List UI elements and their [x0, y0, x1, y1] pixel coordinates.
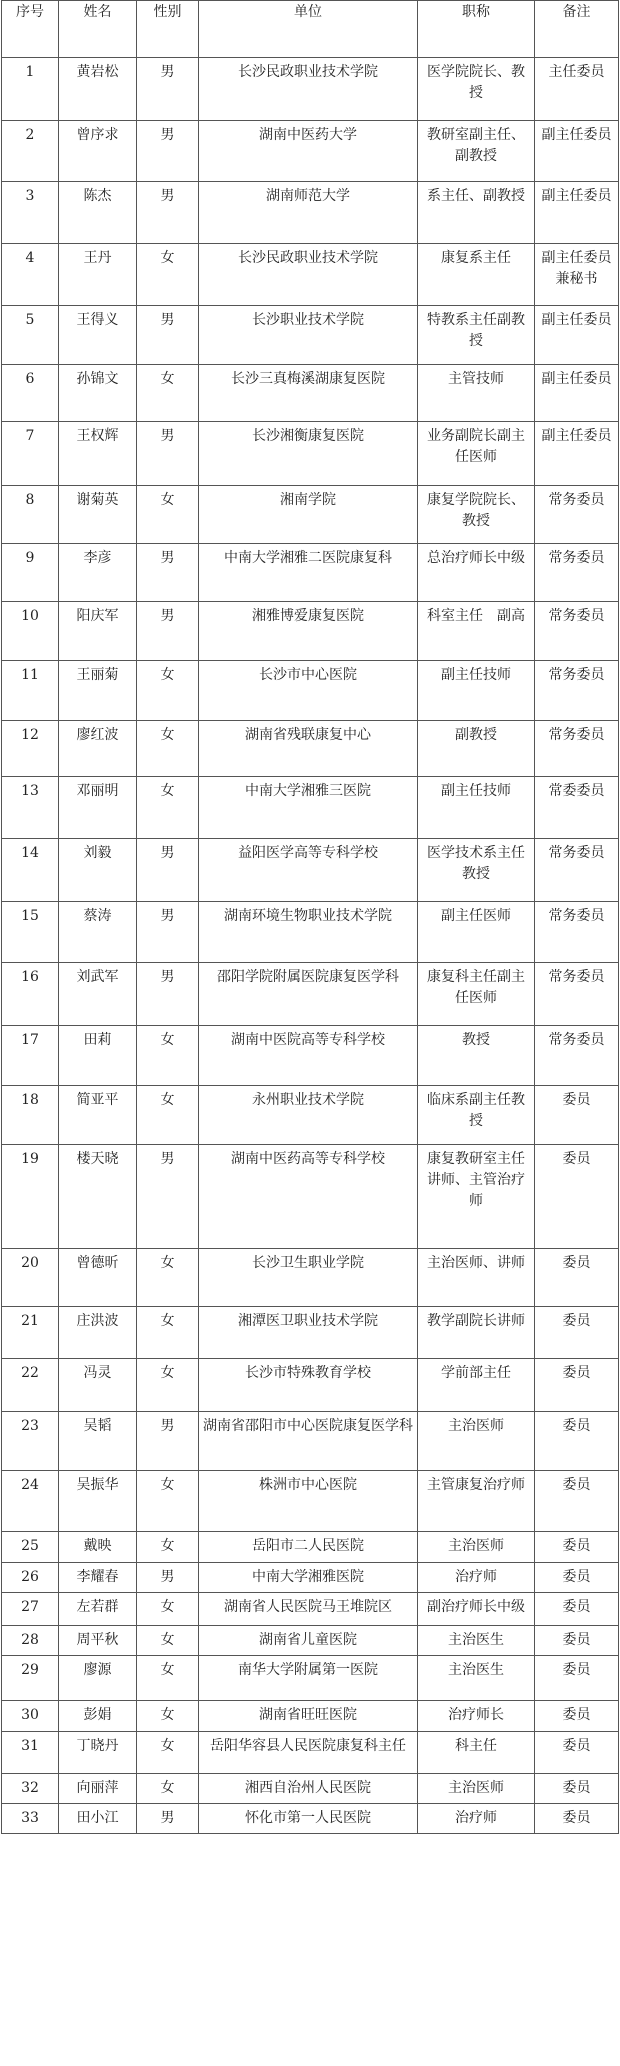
row-index: 17 — [2, 1026, 59, 1086]
row-gender: 女 — [137, 1249, 199, 1307]
row-unit: 长沙民政职业技术学院 — [199, 58, 418, 121]
row-remark: 委员 — [535, 1774, 619, 1804]
row-name: 黄岩松 — [59, 58, 137, 121]
row-remark: 委员 — [535, 1412, 619, 1471]
row-index: 24 — [2, 1471, 59, 1532]
row-name: 向丽萍 — [59, 1774, 137, 1804]
row-unit: 长沙市中心医院 — [199, 661, 418, 721]
row-remark: 副主任委员 — [535, 182, 619, 244]
row-gender: 男 — [137, 182, 199, 244]
row-title: 主治医师 — [418, 1532, 535, 1563]
row-name: 简亚平 — [59, 1086, 137, 1145]
header-row — [2, 1, 619, 58]
row-remark: 副主任委员 — [535, 306, 619, 365]
row-name: 廖红波 — [59, 721, 137, 777]
row-title: 科主任 — [418, 1732, 535, 1774]
table-row — [2, 839, 619, 902]
row-gender: 女 — [137, 1701, 199, 1732]
row-gender: 女 — [137, 1026, 199, 1086]
row-index: 12 — [2, 721, 59, 777]
row-unit: 湘潭医卫职业技术学院 — [199, 1307, 418, 1359]
row-gender: 女 — [137, 1086, 199, 1145]
row-unit: 长沙民政职业技术学院 — [199, 244, 418, 306]
row-remark: 副主任委员 — [535, 422, 619, 486]
row-name: 王得义 — [59, 306, 137, 365]
row-unit: 湖南省人民医院马王堆院区 — [199, 1593, 418, 1626]
table-row — [2, 1026, 619, 1086]
row-remark: 委员 — [535, 1804, 619, 1834]
table-row — [2, 1563, 619, 1593]
row-gender: 女 — [137, 1359, 199, 1412]
row-index: 31 — [2, 1732, 59, 1774]
row-gender: 男 — [137, 839, 199, 902]
row-index: 32 — [2, 1774, 59, 1804]
row-remark: 委员 — [535, 1626, 619, 1656]
row-title: 治疗师 — [418, 1804, 535, 1834]
row-name: 吴韬 — [59, 1412, 137, 1471]
table-row — [2, 244, 619, 306]
row-name: 李彦 — [59, 544, 137, 602]
row-name: 曾序求 — [59, 121, 137, 182]
row-name: 周平秋 — [59, 1626, 137, 1656]
table-row — [2, 1626, 619, 1656]
member-table — [1, 0, 619, 1834]
table-row — [2, 777, 619, 839]
row-name: 邓丽明 — [59, 777, 137, 839]
table-row — [2, 902, 619, 963]
row-gender: 男 — [137, 902, 199, 963]
row-name: 田小江 — [59, 1804, 137, 1834]
row-gender: 男 — [137, 1412, 199, 1471]
row-unit: 湘南学院 — [199, 486, 418, 544]
row-unit: 长沙职业技术学院 — [199, 306, 418, 365]
row-title: 副主任技师 — [418, 661, 535, 721]
row-unit: 长沙卫生职业学院 — [199, 1249, 418, 1307]
table-row — [2, 1732, 619, 1774]
row-remark: 常委委员 — [535, 777, 619, 839]
row-unit: 湖南省儿童医院 — [199, 1626, 418, 1656]
row-gender: 男 — [137, 1563, 199, 1593]
row-index: 13 — [2, 777, 59, 839]
row-index: 15 — [2, 902, 59, 963]
row-unit: 湖南师范大学 — [199, 182, 418, 244]
row-name: 庄洪波 — [59, 1307, 137, 1359]
row-title: 副教授 — [418, 721, 535, 777]
row-index: 21 — [2, 1307, 59, 1359]
row-name: 王丽菊 — [59, 661, 137, 721]
table-row — [2, 422, 619, 486]
row-gender: 女 — [137, 1656, 199, 1701]
row-name: 陈杰 — [59, 182, 137, 244]
row-index: 10 — [2, 602, 59, 661]
row-gender: 女 — [137, 244, 199, 306]
row-unit: 湖南省邵阳市中心医院康复医学科 — [199, 1412, 418, 1471]
table-row — [2, 721, 619, 777]
row-gender: 女 — [137, 1774, 199, 1804]
row-index: 11 — [2, 661, 59, 721]
row-index: 20 — [2, 1249, 59, 1307]
row-title: 主治医师 — [418, 1774, 535, 1804]
row-index: 30 — [2, 1701, 59, 1732]
row-gender: 男 — [137, 963, 199, 1026]
row-gender: 男 — [137, 544, 199, 602]
row-gender: 男 — [137, 422, 199, 486]
row-index: 1 — [2, 58, 59, 121]
row-remark: 委员 — [535, 1359, 619, 1412]
row-remark: 委员 — [535, 1307, 619, 1359]
row-index: 28 — [2, 1626, 59, 1656]
table-row — [2, 1593, 619, 1626]
row-remark: 常务委员 — [535, 661, 619, 721]
header-gender: 性别 — [137, 1, 199, 58]
row-unit: 中南大学湘雅三医院 — [199, 777, 418, 839]
row-gender: 男 — [137, 602, 199, 661]
row-index: 16 — [2, 963, 59, 1026]
row-title: 临床系副主任教授 — [418, 1086, 535, 1145]
header-name: 姓名 — [59, 1, 137, 58]
row-index: 2 — [2, 121, 59, 182]
row-name: 刘武军 — [59, 963, 137, 1026]
row-gender: 男 — [137, 121, 199, 182]
row-remark: 常务委员 — [535, 721, 619, 777]
row-remark: 委员 — [535, 1563, 619, 1593]
table-row — [2, 306, 619, 365]
row-name: 冯灵 — [59, 1359, 137, 1412]
row-index: 19 — [2, 1145, 59, 1249]
row-gender: 女 — [137, 721, 199, 777]
row-title: 业务副院长副主任医师 — [418, 422, 535, 486]
table-row — [2, 661, 619, 721]
row-index: 6 — [2, 365, 59, 422]
row-index: 22 — [2, 1359, 59, 1412]
row-name: 阳庆军 — [59, 602, 137, 661]
row-name: 丁晓丹 — [59, 1732, 137, 1774]
table-row — [2, 486, 619, 544]
row-unit: 湘西自治州人民医院 — [199, 1774, 418, 1804]
row-unit: 长沙三真梅溪湖康复医院 — [199, 365, 418, 422]
row-gender: 男 — [137, 1145, 199, 1249]
row-name: 曾德昕 — [59, 1249, 137, 1307]
table-row — [2, 1471, 619, 1532]
row-title: 康复系主任 — [418, 244, 535, 306]
row-unit: 湖南环境生物职业技术学院 — [199, 902, 418, 963]
row-remark: 委员 — [535, 1732, 619, 1774]
row-title: 特教系主任副教授 — [418, 306, 535, 365]
row-name: 廖源 — [59, 1656, 137, 1701]
row-index: 29 — [2, 1656, 59, 1701]
row-name: 刘毅 — [59, 839, 137, 902]
row-title: 科室主任 副高 — [418, 602, 535, 661]
header-remark: 备注 — [535, 1, 619, 58]
row-index: 25 — [2, 1532, 59, 1563]
row-unit: 株洲市中心医院 — [199, 1471, 418, 1532]
row-gender: 女 — [137, 661, 199, 721]
row-title: 教学副院长讲师 — [418, 1307, 535, 1359]
row-title: 副治疗师长中级 — [418, 1593, 535, 1626]
row-unit: 湖南省残联康复中心 — [199, 721, 418, 777]
row-name: 蔡涛 — [59, 902, 137, 963]
header-index: 序号 — [2, 1, 59, 58]
row-gender: 女 — [137, 1532, 199, 1563]
row-title: 医学院院长、教授 — [418, 58, 535, 121]
row-gender: 女 — [137, 1471, 199, 1532]
row-gender: 女 — [137, 365, 199, 422]
row-index: 5 — [2, 306, 59, 365]
table-row — [2, 1359, 619, 1412]
row-gender: 女 — [137, 1626, 199, 1656]
row-index: 7 — [2, 422, 59, 486]
row-remark: 常务委员 — [535, 902, 619, 963]
table-row — [2, 1774, 619, 1804]
row-unit: 湖南中医药大学 — [199, 121, 418, 182]
row-name: 谢菊英 — [59, 486, 137, 544]
table-row — [2, 1701, 619, 1732]
row-unit: 中南大学湘雅二医院康复科 — [199, 544, 418, 602]
table-row — [2, 1086, 619, 1145]
table-row — [2, 1412, 619, 1471]
table-row — [2, 544, 619, 602]
row-title: 教研室副主任、副教授 — [418, 121, 535, 182]
row-index: 27 — [2, 1593, 59, 1626]
row-remark: 委员 — [535, 1249, 619, 1307]
row-unit: 岳阳市二人民医院 — [199, 1532, 418, 1563]
row-unit: 永州职业技术学院 — [199, 1086, 418, 1145]
row-title: 副主任技师 — [418, 777, 535, 839]
header-title: 职称 — [418, 1, 535, 58]
row-title: 主治医生 — [418, 1656, 535, 1701]
row-gender: 男 — [137, 1804, 199, 1834]
row-name: 左若群 — [59, 1593, 137, 1626]
row-title: 治疗师长 — [418, 1701, 535, 1732]
header-unit: 单位 — [199, 1, 418, 58]
row-gender: 女 — [137, 1307, 199, 1359]
row-index: 33 — [2, 1804, 59, 1834]
table-row — [2, 365, 619, 422]
row-unit: 长沙湘衡康复医院 — [199, 422, 418, 486]
row-unit: 益阳医学高等专科学校 — [199, 839, 418, 902]
row-title: 康复科主任副主任医师 — [418, 963, 535, 1026]
row-remark: 副主任委员 — [535, 121, 619, 182]
row-unit: 湖南中医药高等专科学校 — [199, 1145, 418, 1249]
row-remark: 常务委员 — [535, 486, 619, 544]
row-gender: 男 — [137, 58, 199, 121]
row-title: 主管技师 — [418, 365, 535, 422]
row-name: 王丹 — [59, 244, 137, 306]
row-remark: 副主任委员 — [535, 365, 619, 422]
row-title: 主管康复治疗师 — [418, 1471, 535, 1532]
row-index: 26 — [2, 1563, 59, 1593]
table-row — [2, 1307, 619, 1359]
row-title: 总治疗师长中级 — [418, 544, 535, 602]
row-title: 康复教研室主任 讲师、主管治疗师 — [418, 1145, 535, 1249]
row-unit: 中南大学湘雅医院 — [199, 1563, 418, 1593]
row-gender: 女 — [137, 1732, 199, 1774]
row-name: 孙锦文 — [59, 365, 137, 422]
row-remark: 常务委员 — [535, 544, 619, 602]
row-remark: 委员 — [535, 1145, 619, 1249]
row-index: 3 — [2, 182, 59, 244]
table-row — [2, 58, 619, 121]
row-index: 23 — [2, 1412, 59, 1471]
row-remark: 常务委员 — [535, 839, 619, 902]
row-name: 戴映 — [59, 1532, 137, 1563]
row-remark: 委员 — [535, 1471, 619, 1532]
row-gender: 男 — [137, 306, 199, 365]
table-row — [2, 1656, 619, 1701]
table-row — [2, 1145, 619, 1249]
table-row — [2, 121, 619, 182]
row-unit: 岳阳华容县人民医院康复科主任 — [199, 1732, 418, 1774]
row-index: 4 — [2, 244, 59, 306]
row-unit: 湘雅博爱康复医院 — [199, 602, 418, 661]
row-remark: 委员 — [535, 1086, 619, 1145]
row-title: 康复学院院长、教授 — [418, 486, 535, 544]
row-remark: 委员 — [535, 1532, 619, 1563]
row-title: 治疗师 — [418, 1563, 535, 1593]
row-title: 主治医师、讲师 — [418, 1249, 535, 1307]
row-name: 楼天晓 — [59, 1145, 137, 1249]
row-gender: 女 — [137, 1593, 199, 1626]
row-remark: 常务委员 — [535, 1026, 619, 1086]
row-remark: 委员 — [535, 1656, 619, 1701]
row-remark: 主任委员 — [535, 58, 619, 121]
row-index: 8 — [2, 486, 59, 544]
table-row — [2, 1804, 619, 1834]
table-row — [2, 963, 619, 1026]
row-remark: 委员 — [535, 1593, 619, 1626]
row-unit: 湖南省旺旺医院 — [199, 1701, 418, 1732]
table-row — [2, 182, 619, 244]
row-name: 李耀春 — [59, 1563, 137, 1593]
row-remark: 常务委员 — [535, 963, 619, 1026]
row-remark: 副主任委员兼秘书 — [535, 244, 619, 306]
row-remark: 委员 — [535, 1701, 619, 1732]
row-name: 吴振华 — [59, 1471, 137, 1532]
row-title: 主治医师 — [418, 1412, 535, 1471]
table-row — [2, 602, 619, 661]
row-unit: 南华大学附属第一医院 — [199, 1656, 418, 1701]
table-row — [2, 1249, 619, 1307]
row-title: 医学技术系主任 教授 — [418, 839, 535, 902]
row-name: 王权辉 — [59, 422, 137, 486]
row-gender: 女 — [137, 777, 199, 839]
row-gender: 女 — [137, 486, 199, 544]
row-title: 副主任医师 — [418, 902, 535, 963]
row-title: 主治医生 — [418, 1626, 535, 1656]
row-remark: 常务委员 — [535, 602, 619, 661]
row-title: 学前部主任 — [418, 1359, 535, 1412]
row-name: 彭娟 — [59, 1701, 137, 1732]
row-index: 14 — [2, 839, 59, 902]
row-index: 18 — [2, 1086, 59, 1145]
table-row — [2, 1532, 619, 1563]
row-name: 田莉 — [59, 1026, 137, 1086]
row-unit: 邵阳学院附属医院康复医学科 — [199, 963, 418, 1026]
row-title: 系主任、副教授 — [418, 182, 535, 244]
row-unit: 怀化市第一人民医院 — [199, 1804, 418, 1834]
row-index: 9 — [2, 544, 59, 602]
row-unit: 长沙市特殊教育学校 — [199, 1359, 418, 1412]
row-unit: 湖南中医院高等专科学校 — [199, 1026, 418, 1086]
row-title: 教授 — [418, 1026, 535, 1086]
